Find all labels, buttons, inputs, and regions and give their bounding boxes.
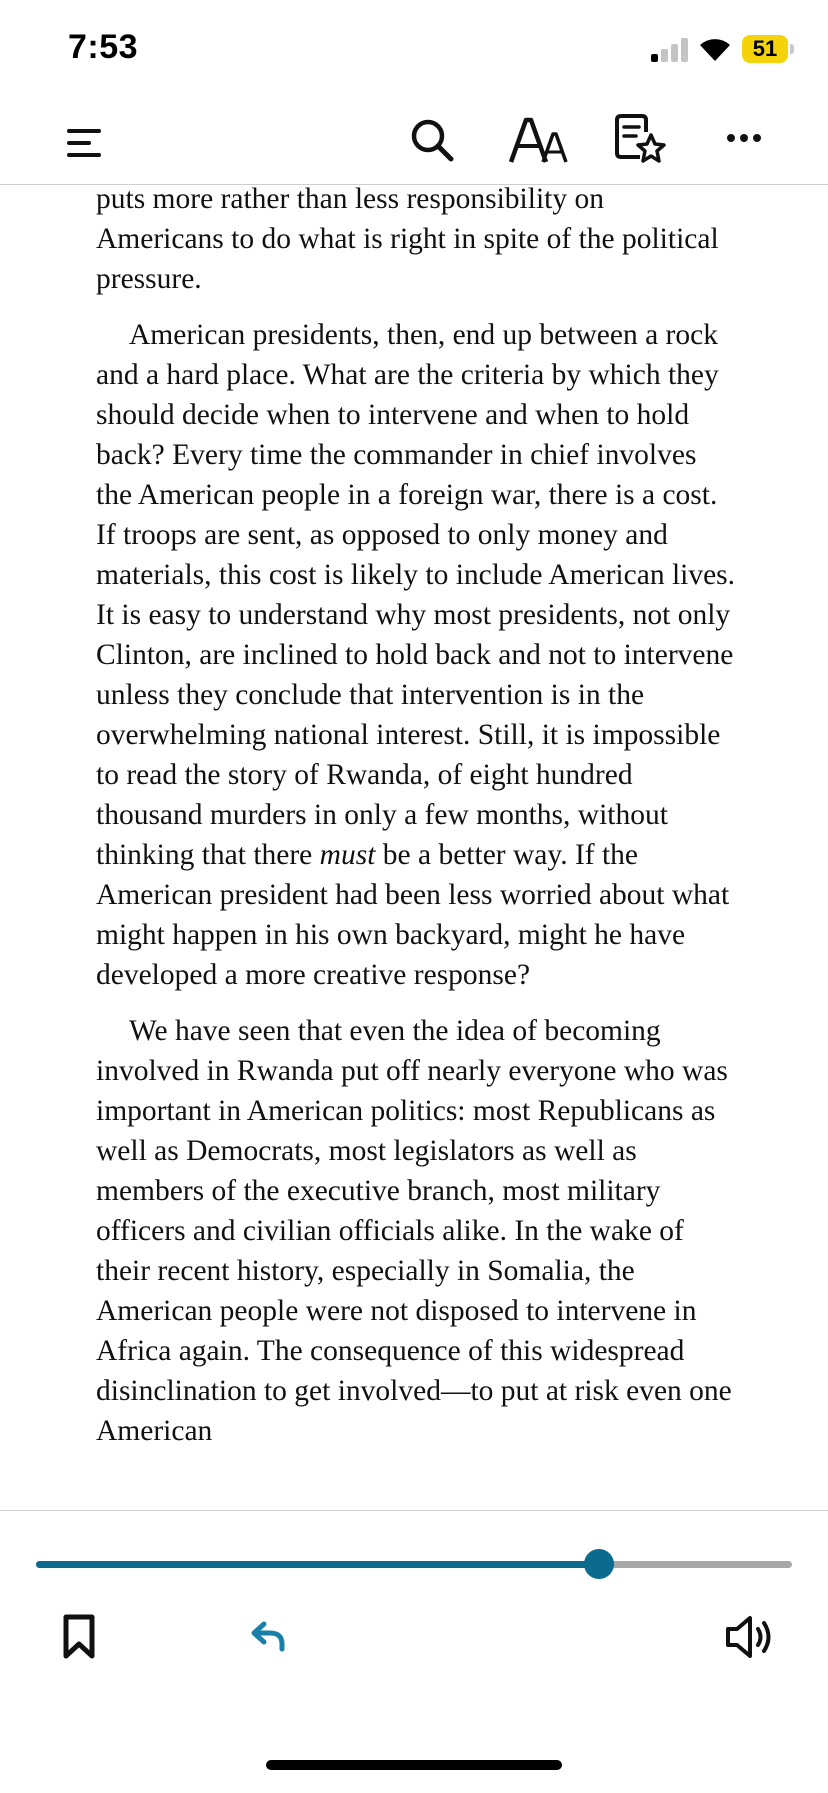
reader-toolbar	[0, 100, 828, 185]
battery-level: 51	[742, 35, 788, 63]
font-size-icon	[508, 114, 568, 166]
notes-highlights-button[interactable]	[610, 110, 670, 170]
more-icon	[724, 132, 764, 144]
signal-bar	[671, 44, 678, 62]
paragraph-text: puts more rather than less responsibility on Americans to do what is right in spite of the political pressure.	[96, 185, 719, 295]
status-bar	[0, 0, 828, 100]
reading-progress-slider[interactable]	[36, 1549, 792, 1579]
audio-speaker-icon	[724, 1613, 776, 1661]
progress-fill	[36, 1561, 599, 1568]
reading-pane[interactable]	[0, 185, 828, 1510]
search-icon	[409, 117, 455, 163]
menu-button[interactable]	[60, 118, 110, 168]
bookmark-icon	[62, 1614, 96, 1660]
book-page-text	[96, 185, 736, 1467]
go-back-button[interactable]	[244, 1611, 294, 1661]
wifi-icon	[698, 34, 732, 62]
emphasized-text: must	[319, 839, 376, 871]
search-button[interactable]	[404, 112, 460, 168]
home-indicator[interactable]	[266, 1760, 562, 1770]
paragraph-text: We have seen that even the idea of becoming involved in Rwanda put off nearly everyone who was important in American politics: most Republicans as well as Democrats, most legislators as well as members of the executive branch, most military officers and civilian officials alike. In the wake of their recent history, especially in Somalia, the American people were not disposed to intervene in Africa again. The consequence of this widespread disinclination to get involved—to put at risk even one American	[96, 1015, 732, 1447]
battery-cap	[790, 44, 794, 54]
text-paragraph	[96, 1011, 736, 1451]
menu-icon	[65, 126, 105, 160]
status-time: 7:53	[68, 28, 139, 66]
paragraph-text: American presidents, then, end up between a rock and a hard place. What are the criteria by which they should decide when to intervene and when to hold back? Every time the commander in chief involves the American people in a foreign war, there is a cost. If troops are sent, as opposed to only money and materials, this cost is likely to include American lives. It is easy to understand why most presidents, not only Clinton, are inclined to hold back and not to intervene unless they conclude that intervention is in the overwhelming national interest. Still, it is impossible to read the story of Rwanda, of eight hundred thousand murders in only a few months, without thinking that there	[96, 319, 736, 871]
back-arrow-icon	[250, 1618, 288, 1654]
signal-bar	[651, 54, 658, 62]
bottom-controls	[0, 1510, 828, 1793]
progress-thumb[interactable]	[584, 1549, 614, 1579]
text-paragraph	[96, 185, 736, 299]
font-settings-button[interactable]	[506, 112, 570, 168]
bookmark-button[interactable]	[54, 1609, 104, 1665]
cellular-signal-icon	[651, 38, 689, 62]
text-paragraph	[96, 315, 736, 995]
read-aloud-button[interactable]	[722, 1609, 778, 1665]
more-options-button[interactable]	[722, 116, 766, 160]
paragraph-text: be a better way. If the American president had been less worried about what might happen in his own backyard, might he have developed a more creative response?	[96, 839, 730, 991]
signal-bar	[661, 49, 668, 62]
notes-icon	[612, 112, 668, 168]
signal-bar	[681, 38, 688, 62]
